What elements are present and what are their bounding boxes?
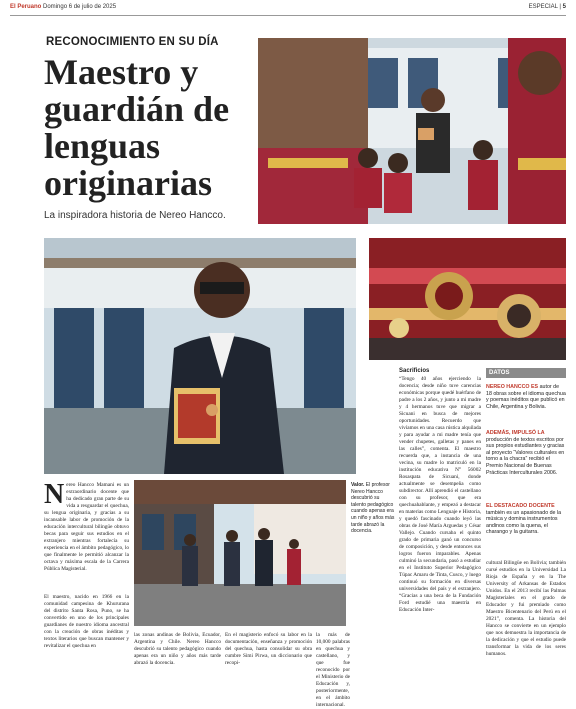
photo-caption xyxy=(351,482,395,535)
photo-andean-textile xyxy=(369,238,566,360)
body-paragraph-5: la más de 10,000 palabras en quechua y castellano, y que fue reconocido por el Ministerio de Educación y, posteriormente, en el ámbito internacional. xyxy=(316,632,350,708)
sidebar-body-continuation xyxy=(486,560,566,658)
newspaper-brand: El Peruano xyxy=(10,4,42,10)
section-label: ESPECIAL | 5 xyxy=(528,4,566,10)
header-rule xyxy=(10,15,566,16)
section-subtitle: Sacrificios xyxy=(399,368,430,374)
photo-teacher-with-children xyxy=(258,38,566,224)
body-paragraph-3: las zonas andinas de Bolivia, Ecuador, Argentina y Chile. Nereo Hancco descubrió su talento pedagógico cuando apenas era un niño y años más tarde abrazó la docencia. xyxy=(134,632,221,666)
sidebar-item-2-lead: ADEMÁS, IMPULSÓ LA xyxy=(486,430,545,436)
sidebar-item-1 xyxy=(486,384,566,410)
photo-nereo-hancco xyxy=(44,238,356,474)
sidebar-tag: DATOS xyxy=(486,368,566,378)
photo-schoolyard xyxy=(134,480,346,626)
kicker: RECONOCIMIENTO EN SU DÍA xyxy=(46,36,219,48)
sidebar-item-3-lead: EL DESTACADO DOCENTE xyxy=(486,503,555,509)
body-paragraph-7: cultural Bilingüe en Bolivia; también cursé estudios en la Universidad La Rioja de España y en la The University of Arkansas de Estados Unidos. En el 2013 recibí las Palmas Magisteriales en el grado de Educador y fui premiado como Maestro Bicentenario del Perú en el 2021”, comenta. La historia del Hancco se convierte en un ejemplo que nos demuestra la importancia de la dedicación y que el estudio puede transformar la vida de los seres humanos. xyxy=(486,560,566,657)
body-column-3 xyxy=(225,632,312,667)
caption-text: El profesor Nereo Hancco descubrió su talento pedagógico cuando apenas era un niño y años más tarde abrazó la docencia. xyxy=(351,482,395,535)
sidebar-item-2 xyxy=(486,430,566,476)
body-column-sacrificios xyxy=(399,368,481,614)
caption-lead: Valor. xyxy=(351,482,365,488)
body-column-4 xyxy=(316,632,350,709)
headline: Maestro y guardián de lenguas originarias xyxy=(44,52,230,203)
sidebar-item-2-text: producción de textos escritos por sus propios estudiantes y gracias al proyecto “Valores culturales en torno a la chacra” recibió el Premio Nacional de Buenas Prácticas Interculturales 2006. xyxy=(486,436,565,476)
body-paragraph-6: “Tengo 40 años ejerciendo la docencia; desde niño tuve carencias económicas porque quedé huérfano de padre a los 2 años, y junto a mi madre y 4 hermanos tuve que migrar a Sicuani en busca de mejores oportunidades. Recuerdo que vivíamos en una casa rústica alquilada y para ayudar a mi madre tenía que vender chupetes, galletas y panes en las calles”, comenta. El maestro recuerda que, a instancia de una vecina, su madre lo matriculó en la institución educativa N° 56002 Rosaspata de Sicuani, donde actualmente se desempeña como subdirector. Allí aprendió el castellano con su profesor, que era quechuahablante, y empezó a destacar en materias como Lenguaje e Historia, y quedó fascinado cuando leyó las obras de José María Arguedas y César Vallejo. Cuando cursaba el quinto grado de primaria ganó un concurso de composición, y desde entonces sus logros fueron imparables. Apenas culminó la secundaria, pasó a estudiar en el Instituto Superior Pedagógico Túpac Amaru de Tinta, Cusco, y luego continuó su formación en diversas universidades del país y el extranjero. “Gracias a una beca de la Fundación Ford estudié una maestría en Educación Inter- xyxy=(399,376,481,613)
sidebar-item-1-lead: NEREO HANCCO ES xyxy=(486,384,539,390)
body-column-1b xyxy=(44,594,129,650)
body-paragraph-1: ereo Hancco Mamani es un extraordinario docente que ha dedicado gran parte de su vida a resguardar el quechua, su lengua originaria, y gracias a su incansable labor de promoción de la educación intercultural bilingüe obtuvo becas para seguir sus estudios en el extranjero mientras fortalecía su experiencia en el ámbito pedagógico, lo que finalmente le permitió alcanzar la octava y máxima escala de la Carrera Pública Magisterial. xyxy=(44,482,129,572)
drop-cap: N xyxy=(44,479,65,510)
page-number: 5 xyxy=(562,4,566,10)
body-paragraph-2: El maestro, nacido en 1966 en la comunidad campesina de Khururana del distrito Santa Rosa, Puno, se ha convertido en uno de los principales guardianes de nuestro idioma ancestral con la creación de obras inéditas y textos literarios que buscan mantener y revitalizar el quechua en xyxy=(44,594,129,649)
sidebar-item-3 xyxy=(486,503,566,536)
body-column-2 xyxy=(134,632,221,667)
body-paragraph-4: En el magisterio enfocó su labor en la documentación, enseñanza y promoción del quechua, hasta consolidar su obra cumbre Simi Pirwa, un diccionario que recopi- xyxy=(225,632,312,666)
issue-date: Domingo 6 de julio de 2025 xyxy=(43,4,117,10)
body-column-1 xyxy=(44,479,129,573)
subhead: La inspiradora historia de Nereo Hancco. xyxy=(44,210,226,221)
sidebar-item-3-text: también es un apasionado de la música y domina instrumentos andinos como la quena, el charango y la guitarra. xyxy=(486,509,562,536)
sidebar-item-1-text: autor de 18 obras sobre el idioma quechua y poemas inéditos que publicó en Chile, Argentina y Bolivia. xyxy=(486,384,566,410)
